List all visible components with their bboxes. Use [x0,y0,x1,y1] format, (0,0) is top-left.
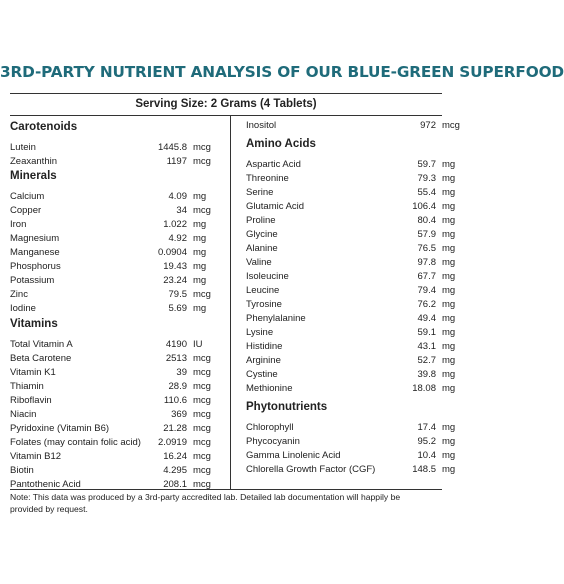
nutrient-unit: mg [442,436,456,447]
nutrient-name: Chlorella Growth Factor (CGF) [246,464,376,475]
nutrient-row [246,298,456,312]
nutrient-row [10,246,230,260]
nutrient-unit: mg [442,257,456,268]
nutrient-name: Pyridoxine (Vitamin B6) [10,423,110,434]
nutrient-unit: mcg [193,395,211,406]
nutrient-value: 39 [176,367,187,378]
nutrient-name: Niacin [10,409,37,420]
nutrient-unit: mg [442,285,456,296]
nutrient-unit: mg [442,299,456,310]
nutrient-unit: mcg [442,120,460,131]
nutrient-unit: mg [442,215,456,226]
nutrient-unit: mg [193,261,207,272]
nutrient-value: 4.92 [168,233,187,244]
page-title: 3RD-PARTY NUTRIENT ANALYSIS OF OUR BLUE-GREEN SUPERFOOD [0,63,564,81]
nutrient-row [10,422,230,436]
nutrient-name: Histidine [246,341,283,352]
nutrient-row [246,242,456,256]
nutrient-value: 106.4 [412,201,436,212]
nutrient-name: Riboflavin [10,395,52,406]
nutrient-unit: mg [442,187,456,198]
nutrient-row [246,435,456,449]
nutrient-row [246,256,456,270]
serving-size: Serving Size: 2 Grams (4 Tablets) [10,94,442,116]
nutrient-unit: mcg [193,142,211,153]
nutrient-unit: mcg [193,409,211,420]
right-column [231,116,460,489]
nutrient-row [10,436,230,450]
nutrient-name: Iron [10,219,27,230]
nutrient-value: 59.7 [417,159,436,170]
nutrient-value: 79.3 [417,173,436,184]
nutrient-unit: mg [442,159,456,170]
nutrient-name: Arginine [246,355,281,366]
nutrient-value: 80.4 [417,215,436,226]
nutrient-unit: mcg [193,367,211,378]
nutrient-unit: mcg [193,381,211,392]
nutrient-name: Pantothenic Acid [10,479,81,490]
nutrient-value: 4.295 [163,465,187,476]
nutrient-name: Phenylalanine [246,313,306,324]
section-heading-phytonutrients: Phytonutrients [246,401,328,413]
nutrient-row [10,274,230,288]
nutrient-name: Alanine [246,243,278,254]
nutrient-value: 10.4 [417,450,436,461]
footnote: Note: This data was produced by a 3rd-party accredited lab. Detailed lab documentation will happily be provided by request. [10,492,401,514]
nutrient-value: 5.69 [168,303,187,314]
nutrient-unit: mg [442,313,456,324]
nutrient-unit: mg [193,247,207,258]
section-heading-carotenoids: Carotenoids [10,121,78,133]
nutrient-name: Phycocyanin [246,436,300,447]
nutrient-unit: mg [442,243,456,254]
nutrient-row [10,232,230,246]
nutrient-unit: mcg [193,465,211,476]
nutrient-name: Folates (may contain folic acid) [10,437,141,448]
nutrient-row [10,204,230,218]
nutrient-name: Tyrosine [246,299,282,310]
nutrient-name: Vitamin B12 [10,451,62,462]
nutrient-value: 2.0919 [157,437,187,448]
nutrient-name: Zeaxanthin [10,156,58,167]
nutrient-row [246,172,456,186]
nutrient-row [10,478,230,492]
nutrient-name: Biotin [10,465,34,476]
nutrient-unit: mcg [193,156,211,167]
nutrient-name: Serine [246,187,274,198]
nutrient-value: 28.9 [168,381,187,392]
nutrient-value: 17.4 [417,422,436,433]
nutrient-row [246,421,456,435]
nutrient-unit: mg [442,201,456,212]
nutrient-name: Gamma Linolenic Acid [246,450,341,461]
nutrient-value: 79.4 [417,285,436,296]
nutrient-name: Methionine [246,383,293,394]
nutrient-name: Lutein [10,142,36,153]
nutrient-name: Leucine [246,285,280,296]
nutrient-row [246,326,456,340]
nutrient-name: Magnesium [10,233,60,244]
nutrient-unit: mg [442,173,456,184]
nutrient-unit: mcg [193,437,211,448]
nutrient-name: Total Vitamin A [10,339,73,350]
nutrient-name: Manganese [10,247,60,258]
nutrient-value: 21.28 [163,423,187,434]
nutrient-name: Potassium [10,275,55,286]
nutrient-name: Threonine [246,173,289,184]
nutrient-value: 52.7 [417,355,436,366]
nutrient-row [10,218,230,232]
nutrient-row [10,380,230,394]
nutrient-value: 49.4 [417,313,436,324]
nutrient-name: Proline [246,215,276,226]
nutrient-unit: mg [442,450,456,461]
nutrient-row [10,141,230,155]
nutrient-value: 23.24 [163,275,187,286]
nutrient-table [10,93,460,490]
nutrient-unit: mg [442,383,456,394]
nutrient-value: 0.0904 [157,247,187,258]
nutrient-value: 39.8 [417,369,436,380]
nutrient-value: 110.6 [163,395,187,406]
nutrient-name: Glutamic Acid [246,201,305,212]
nutrient-row [10,288,230,302]
nutrient-name: Lysine [246,327,274,338]
nutrient-row [246,340,456,354]
nutrient-row [246,368,456,382]
nutrient-unit: mg [193,275,207,286]
nutrient-unit: mcg [193,423,211,434]
nutrient-name: Calcium [10,191,45,202]
nutrient-row [10,352,230,366]
nutrient-value: 1445.8 [157,142,187,153]
nutrient-value: 34 [176,205,187,216]
nutrient-value: 4.09 [168,191,187,202]
nutrient-unit: mg [193,219,207,230]
nutrient-name: Aspartic Acid [246,159,301,170]
nutrient-unit: mg [442,355,456,366]
nutrient-value: 972 [420,120,436,131]
nutrient-name: Vitamin K1 [10,367,56,378]
nutrient-row [10,190,230,204]
nutrient-value: 76.2 [417,299,436,310]
nutrient-unit: mcg [193,451,211,462]
nutrient-unit: mg [193,233,207,244]
nutrient-name: Chlorophyll [246,422,294,433]
nutrient-name: Zinc [10,289,28,300]
nutrient-name: Iodine [10,303,36,314]
nutrient-value: 79.5 [168,289,187,300]
nutrient-value: 208.1 [163,479,187,490]
nutrient-row [10,450,230,464]
nutrient-row [10,155,230,169]
section-heading-minerals: Minerals [10,170,57,182]
section-heading-vitamins: Vitamins [10,318,58,330]
nutrient-name: Isoleucine [246,271,289,282]
nutrient-row [246,200,456,214]
nutrient-row [246,214,456,228]
nutrient-value: 97.8 [417,257,436,268]
nutrient-value: 95.2 [417,436,436,447]
nutrient-unit: mcg [193,353,211,364]
nutrient-value: 43.1 [417,341,436,352]
nutrient-name: Valine [246,257,272,268]
section-heading-amino-acids: Amino Acids [246,138,316,150]
nutrient-row [10,408,230,422]
nutrient-value: 18.08 [412,383,436,394]
nutrient-unit: mcg [193,289,211,300]
nutrient-row [246,463,456,477]
nutrient-row [246,186,456,200]
nutrient-unit: mcg [193,205,211,216]
nutrient-row [10,464,230,478]
nutrient-unit: IU [193,339,203,350]
nutrient-row [246,119,460,133]
nutrient-name: Phosphorus [10,261,61,272]
nutrient-unit: mcg [193,479,211,490]
nutrient-value: 67.7 [417,271,436,282]
nutrient-unit: mg [442,229,456,240]
nutrient-name: Thiamin [10,381,44,392]
nutrient-row [246,284,456,298]
nutrient-value: 76.5 [417,243,436,254]
nutrient-row [10,366,230,380]
nutrient-value: 148.5 [412,464,436,475]
nutrient-value: 4190 [165,339,187,350]
nutrient-unit: mg [442,327,456,338]
nutrient-unit: mg [442,271,456,282]
nutrient-name: Glycine [246,229,278,240]
nutrient-unit: mg [193,303,207,314]
nutrient-value: 2513 [165,353,187,364]
nutrient-value: 16.24 [163,451,187,462]
left-column [10,116,231,489]
nutrient-name: Copper [10,205,42,216]
nutrient-name: Cystine [246,369,278,380]
nutrient-row [246,449,456,463]
nutrient-value: 1.022 [163,219,187,230]
nutrient-row [246,158,456,172]
nutrient-value: 369 [171,409,187,420]
nutrient-row [10,338,230,352]
nutrient-value: 57.9 [417,229,436,240]
nutrient-row [10,302,230,316]
nutrient-row [246,228,456,242]
nutrient-unit: mg [442,369,456,380]
nutrient-row [10,394,230,408]
nutrient-unit: mg [442,341,456,352]
nutrient-value: 19.43 [163,261,187,272]
nutrient-row [246,382,456,396]
nutrient-row [246,312,456,326]
nutrient-value: 55.4 [417,187,436,198]
nutrient-name: Beta Carotene [10,353,72,364]
nutrient-row [246,270,456,284]
nutrient-unit: mg [193,191,207,202]
nutrient-value: 59.1 [417,327,436,338]
nutrient-unit: mg [442,464,456,475]
nutrient-row [10,260,230,274]
nutrient-unit: mg [442,422,456,433]
nutrient-row [246,354,456,368]
nutrient-name: Inositol [246,120,277,131]
nutrient-value: 1197 [166,156,187,167]
